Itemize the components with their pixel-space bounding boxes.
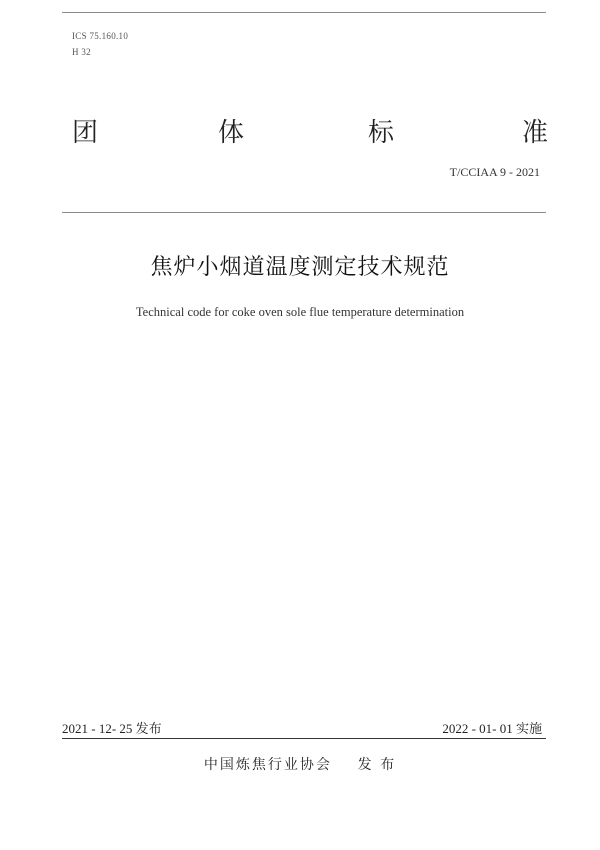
- standard-type-char-4: 准: [522, 118, 549, 148]
- publisher-name: 中国炼焦行业协会: [203, 757, 332, 773]
- title-english: Technical code for coke oven sole flue temperature determination: [135, 305, 465, 319]
- standard-type-char-1: 团: [72, 118, 99, 148]
- footer-divider: [62, 738, 546, 739]
- header-divider: [62, 212, 546, 213]
- publisher-line: [0, 754, 600, 774]
- standard-type-char-3: 标: [368, 118, 395, 148]
- standard-type-char-2: 体: [218, 118, 245, 148]
- publisher-action: 发 布: [357, 757, 397, 773]
- implementation-date: 2022 - 01- 01 实施: [442, 721, 542, 736]
- issue-date: 2021 - 12- 25 发布: [62, 721, 162, 736]
- ccs-code: H 32: [72, 47, 91, 57]
- ics-code: ICS 75.160.10: [72, 31, 129, 41]
- title-chinese: 焦炉小烟道温度测定技术规范: [150, 255, 450, 280]
- standard-number: T/CCIAA 9 - 2021: [449, 165, 540, 179]
- top-divider: [62, 12, 546, 13]
